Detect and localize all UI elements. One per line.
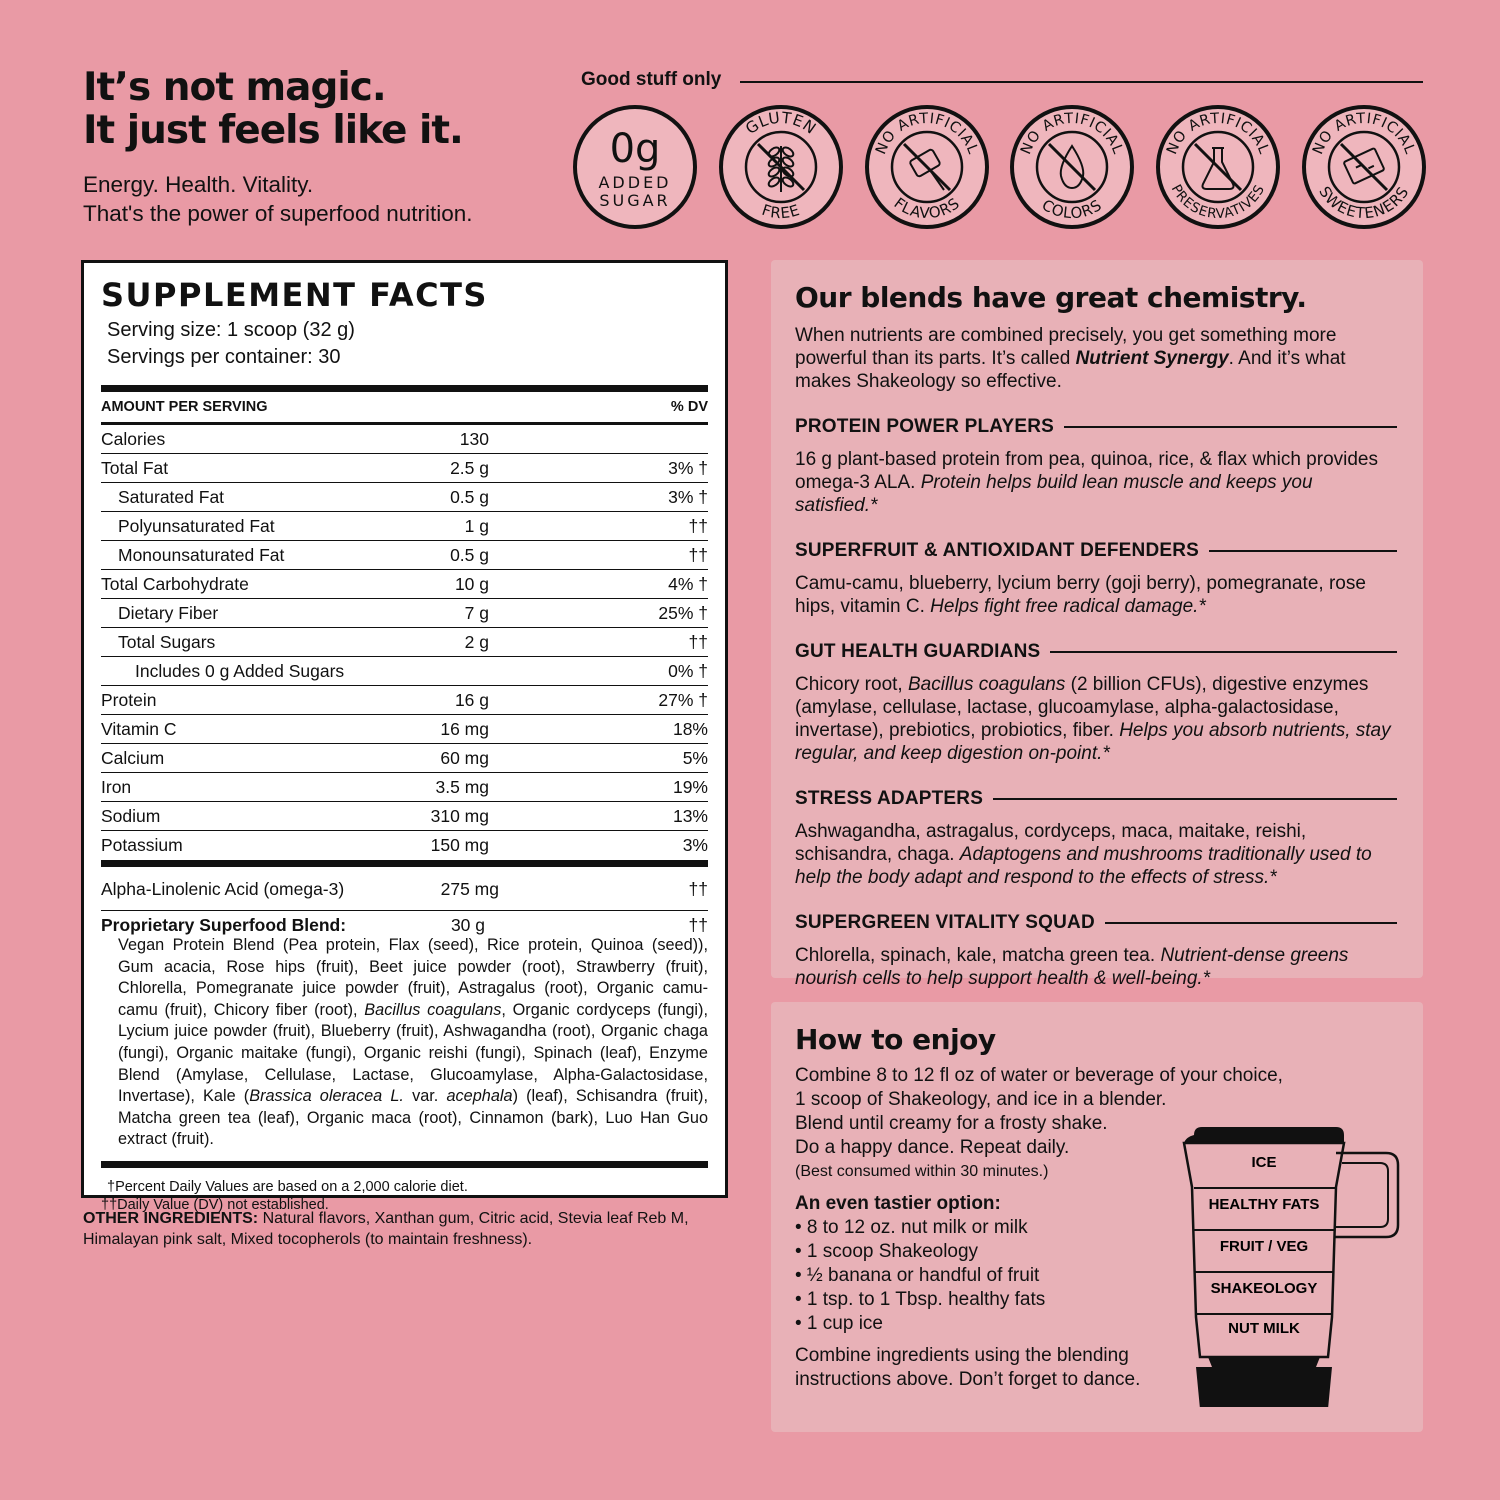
blend-ingredients (118, 935, 708, 1151)
nutrient-dv: 13% (672, 806, 708, 826)
blender-layer-milk: NUT MILK (1228, 1320, 1300, 1337)
amount-per-serving-label: AMOUNT PER SERVING (101, 399, 268, 415)
how-to-enjoy-panel (771, 1002, 1423, 1432)
nutrient-dv: 3% (682, 835, 708, 855)
nutrient-dv: †† (688, 632, 708, 652)
added-sugar-badge (572, 104, 698, 230)
section-italic: Nutrient-dense greens nourish cells to help support health & well-being.* (795, 945, 1349, 989)
nutrient-name: Vitamin C (101, 719, 177, 739)
intro-text: When nutrients are combined precisely, you get something more powerful than its parts. It’s called (795, 325, 1337, 369)
table-row (101, 599, 708, 628)
section-rule (1209, 550, 1397, 552)
nutrient-dv: 19% (672, 777, 708, 797)
nutrient-name: Protein (101, 690, 157, 710)
blend-header (101, 911, 708, 935)
ala-row (101, 867, 708, 911)
section-italic: Helps you absorb nutrients, stay regular, and keep digestion on-point.* (795, 720, 1391, 764)
nutrient-dv: †† (688, 545, 708, 565)
table-row (101, 657, 708, 686)
nutrient-name: Total Carbohydrate (101, 574, 249, 594)
section-plain: Chicory root, (795, 674, 908, 695)
no-artificial-flavors-badge (864, 104, 990, 230)
badge-bottom-text: PRESERVATIVES (1167, 181, 1269, 223)
thick-divider (101, 860, 708, 867)
blend-text-italic: Bacillus coagulans (364, 1000, 502, 1019)
nutrient-amount: 10 g (454, 574, 489, 594)
table-row (101, 802, 708, 831)
section-text-supergreen (795, 944, 1399, 990)
enjoy-step: Combine 8 to 12 fl oz of water or beverage of your choice, (795, 1065, 1283, 1086)
section-plain: (2 billion CFUs), digestive enzymes (amylase, cellulase, lactase, glucoamylase, alpha-galactosidase, invertase), prebiotics, probiotics, fiber. (795, 674, 1369, 741)
nutrient-dv: 3% † (668, 458, 708, 478)
section-header-gut (795, 640, 1399, 664)
enjoy-step: Do a happy dance. Repeat daily. (795, 1137, 1070, 1158)
supplement-facts-panel (81, 260, 728, 1213)
nutrient-amount: 130 (459, 429, 489, 449)
blender-layer-fruit: FRUIT / VEG (1219, 1238, 1309, 1255)
section-italic: Protein helps build lean muscle and keeps you satisfied.* (795, 472, 1313, 516)
list-item: • ½ banana or handful of fruit (795, 1265, 1040, 1286)
nutrient-amount: 16 mg (440, 719, 489, 739)
section-header-supergreen (795, 911, 1399, 935)
no-artificial-preservatives-badge (1155, 104, 1281, 230)
dv-header: % DV (670, 399, 708, 415)
serving-info (107, 317, 708, 371)
nutrient-amount: 16 g (454, 690, 489, 710)
nutrient-name: Calcium (101, 748, 165, 768)
blender-lid (1184, 1127, 1344, 1143)
badge-top-text: NO ARTIFICIAL (1018, 110, 1126, 157)
tastier-title: An even tastier option: (795, 1193, 1001, 1214)
enjoy-final: Combine ingredients using the blending instructions above. Don’t forget to dance. (795, 1345, 1141, 1390)
blender-handle-inner (1334, 1163, 1388, 1227)
enjoy-step: 1 scoop of Shakeology, and ice in a blender. (795, 1089, 1167, 1110)
blend-text-part: var. (403, 1087, 447, 1106)
blender-layer-ice: ICE (1251, 1154, 1277, 1171)
badge-top-text: NO ARTIFICIAL (873, 110, 981, 157)
table-row (101, 425, 708, 454)
badge-row (572, 104, 1427, 230)
tagline-line-2: That's the power of superfood nutrition. (83, 201, 473, 226)
nutrient-amount: 1 g (464, 516, 489, 536)
section-italic: Bacillus coagulans (907, 674, 1066, 695)
list-item: • 1 scoop Shakeology (795, 1241, 979, 1262)
good-stuff-title: Good stuff only (581, 69, 722, 90)
other-ingredients (83, 1208, 703, 1250)
blender-layer-fats: HEALTHY FATS (1208, 1196, 1320, 1213)
nutrient-amount: 2 g (464, 632, 489, 652)
nutrient-name: Includes 0 g Added Sugars (135, 661, 345, 681)
section-rule (1064, 426, 1397, 428)
zero-grams-text: 0g (609, 126, 661, 172)
blend-name: Proprietary Superfood Blend: (101, 915, 347, 935)
chemistry-panel (771, 260, 1423, 989)
table-row (101, 483, 708, 512)
table-row (101, 686, 708, 715)
nutrient-dv: †† (688, 516, 708, 536)
section-rule (1050, 651, 1397, 653)
section-italic: Helps fight free radical damage.* (930, 596, 1206, 617)
section-header-stress (795, 787, 1399, 811)
badge-top-text: GLUTEN (742, 108, 820, 139)
nutrient-name: Monounsaturated Fat (118, 545, 285, 565)
badge-bottom-text: SWEETENERS (1315, 183, 1413, 223)
nutrient-dv: 27% † (658, 690, 708, 710)
section-text-gut (795, 673, 1399, 765)
table-row (101, 831, 708, 860)
nutrient-dv: 18% (672, 719, 708, 739)
section-title: PROTEIN POWER PLAYERS (795, 416, 1054, 437)
badge-bottom-text: FREE (759, 200, 803, 223)
amount-header (101, 392, 708, 425)
section-title: GUT HEALTH GUARDIANS (795, 641, 1041, 662)
footnote-dv: †Percent Daily Values are based on a 2,000 calorie diet. (107, 1178, 468, 1195)
section-title: SUPERFRUIT & ANTIOXIDANT DEFENDERS (795, 540, 1200, 561)
thick-divider (101, 1161, 708, 1168)
blend-text-part: Vegan Protein Blend (Pea protein, Flax (seed), Rice protein, Quinoa (seed)), Gum acacia, Rose hips (fruit), Beet juice powder (root), Strawberry (fruit), Chlorella, Pomegranate juice powder (fruit), Astragalus (root), Organic camu-camu (fruit), Chicory fiber (root), (118, 936, 708, 1019)
ala-name: Alpha-Linolenic Acid (omega-3) (101, 879, 345, 899)
blender-collar (1208, 1357, 1320, 1367)
badge-top-text: NO ARTIFICIAL (1164, 110, 1272, 157)
section-plain: Chlorella, spinach, kale, matcha green tea. (795, 945, 1161, 966)
nutrient-name: Potassium (101, 835, 183, 855)
blend-text-part: , Organic cordyceps (fungi), Lycium juice powder (fruit), Blueberry (fruit), Ashwagandha (root), Organic chaga (fungi), Organic maitake (fungi), Organic reishi (fungi), Spinach (leaf), Enzyme Blend (Amylase, Cellulase, Lactase, Glucoamylase, Alpha-Galactosidase, Invertase), Kale ( (118, 1000, 708, 1106)
nutrient-amount: 150 mg (430, 835, 489, 855)
list-item: • 8 to 12 oz. nut milk or milk (795, 1217, 1028, 1238)
table-row (101, 744, 708, 773)
section-rule (993, 798, 1397, 800)
section-text-stress (795, 820, 1399, 889)
table-row (101, 715, 708, 744)
nutrient-name: Iron (101, 777, 132, 797)
enjoy-note: (Best consumed within 30 minutes.) (795, 1163, 1049, 1180)
nutrient-amount: 2.5 g (450, 458, 489, 478)
serving-size: Serving size: 1 scoop (32 g) (107, 319, 355, 341)
nutrient-name: Sodium (101, 806, 161, 826)
nutrient-name: Total Fat (101, 458, 169, 478)
headline-line-1: It’s not magic. (83, 65, 386, 110)
badge-top-text: NO ARTIFICIAL (1310, 110, 1418, 157)
nutrient-name: Saturated Fat (118, 487, 225, 507)
table-row (101, 541, 708, 570)
headline (83, 66, 553, 152)
table-row (101, 512, 708, 541)
facts-title: SUPPLEMENT FACTS (101, 276, 488, 314)
no-artificial-sweeteners-badge (1301, 104, 1427, 230)
nutrient-dv: 0% † (668, 661, 708, 681)
blender-illustration (1176, 1117, 1401, 1407)
nutrient-name: Dietary Fiber (118, 603, 219, 623)
blend-dv: †† (688, 915, 708, 935)
nutrient-dv: 5% (682, 748, 708, 768)
nutrient-amount: 0.5 g (450, 545, 489, 565)
other-ingredients-label: OTHER INGREDIENTS: (83, 1210, 259, 1227)
nutrient-name: Calories (101, 429, 166, 449)
section-text-protein (795, 448, 1399, 517)
section-plain: 16 g plant-based protein from pea, quinoa, rice, & flax which provides omega-3 ALA. (795, 449, 1378, 493)
gluten-free-badge (718, 104, 844, 230)
chemistry-intro (795, 324, 1399, 393)
section-italic: Adaptogens and mushrooms traditionally used to help the body adapt and respond to the effects of stress.* (795, 844, 1372, 888)
nutrient-amount: 3.5 mg (435, 777, 489, 797)
thick-divider (101, 385, 708, 392)
nutrient-name: Total Sugars (118, 632, 216, 652)
blender-layer-shakeology: SHAKEOLOGY (1210, 1280, 1318, 1297)
nutrient-dv: 4% † (668, 574, 708, 594)
section-plain: Ashwagandha, astragalus, cordyceps, maca, maitake, reishi, schisandra, chaga. (795, 821, 1307, 865)
badge-bottom-text: FLAVORS (890, 193, 964, 223)
nutrient-amount: 0.5 g (450, 487, 489, 507)
blender-icon (1176, 1117, 1401, 1407)
chemistry-title: Our blends have great chemistry. (795, 281, 1307, 314)
table-row (101, 773, 708, 802)
ala-dv: †† (688, 879, 708, 899)
blend-amount: 30 g (450, 915, 485, 935)
section-plain: Camu-camu, blueberry, lycium berry (goji berry), pomegranate, rose hips, vitamin C. (795, 573, 1366, 617)
tagline-line-1: Energy. Health. Vitality. (83, 172, 314, 197)
section-header-superfruit (795, 539, 1399, 563)
good-stuff-rule (740, 81, 1423, 83)
blender-base (1196, 1367, 1332, 1407)
enjoy-step: Blend until creamy for a frosty shake. (795, 1113, 1108, 1134)
list-item: • 1 cup ice (795, 1313, 883, 1334)
tagline (83, 170, 553, 228)
section-title: STRESS ADAPTERS (795, 788, 984, 809)
enjoy-title: How to enjoy (795, 1023, 996, 1056)
headline-line-2: It just feels like it. (83, 108, 463, 153)
blend-text-part: ) (leaf), Schisandra (fruit), Matcha green tea (leaf), Organic maca (root), Cinnamon (bark), Luo Han Guo extract (fruit). (118, 1087, 708, 1149)
nutrient-amount: 60 mg (440, 748, 489, 768)
badge-bottom-text: SUGAR (599, 191, 671, 210)
blend-text-italic: Brassica oleracea L. (249, 1087, 404, 1106)
blend-text-italic: acephala (446, 1087, 513, 1106)
table-row (101, 570, 708, 599)
no-artificial-colors-badge (1009, 104, 1135, 230)
section-rule (1105, 922, 1397, 924)
nutrient-amount: 7 g (464, 603, 489, 623)
section-text-superfruit (795, 572, 1399, 618)
servings-per-container: Servings per container: 30 (107, 346, 341, 368)
other-ingredients-text: Natural flavors, Xanthan gum, Citric acid, Stevia leaf Reb M, Himalayan pink salt, Mixed tocopherols (to maintain freshness). (83, 1210, 689, 1248)
table-row (101, 454, 708, 483)
ala-amount: 275 mg (440, 879, 499, 899)
section-title: SUPERGREEN VITALITY SQUAD (795, 912, 1095, 933)
table-row (101, 628, 708, 657)
badge-bottom-text: COLORS (1038, 195, 1106, 223)
nutrient-dv: 3% † (668, 487, 708, 507)
nutrient-name: Polyunsaturated Fat (118, 516, 275, 536)
nutrient-table (101, 425, 708, 860)
intro-text: . And it’s what makes Shakeology so effective. (795, 348, 1346, 392)
nutrient-dv: 25% † (658, 603, 708, 623)
badge-top-text: ADDED (598, 173, 672, 192)
nutrient-amount: 310 mg (430, 806, 489, 826)
list-item: • 1 tsp. to 1 Tbsp. healthy fats (795, 1289, 1046, 1310)
footnote-not-established: ††Daily Value (DV) not established. (101, 1196, 329, 1213)
section-header-protein (795, 415, 1399, 439)
nutrient-synergy-term: Nutrient Synergy (1075, 348, 1229, 369)
